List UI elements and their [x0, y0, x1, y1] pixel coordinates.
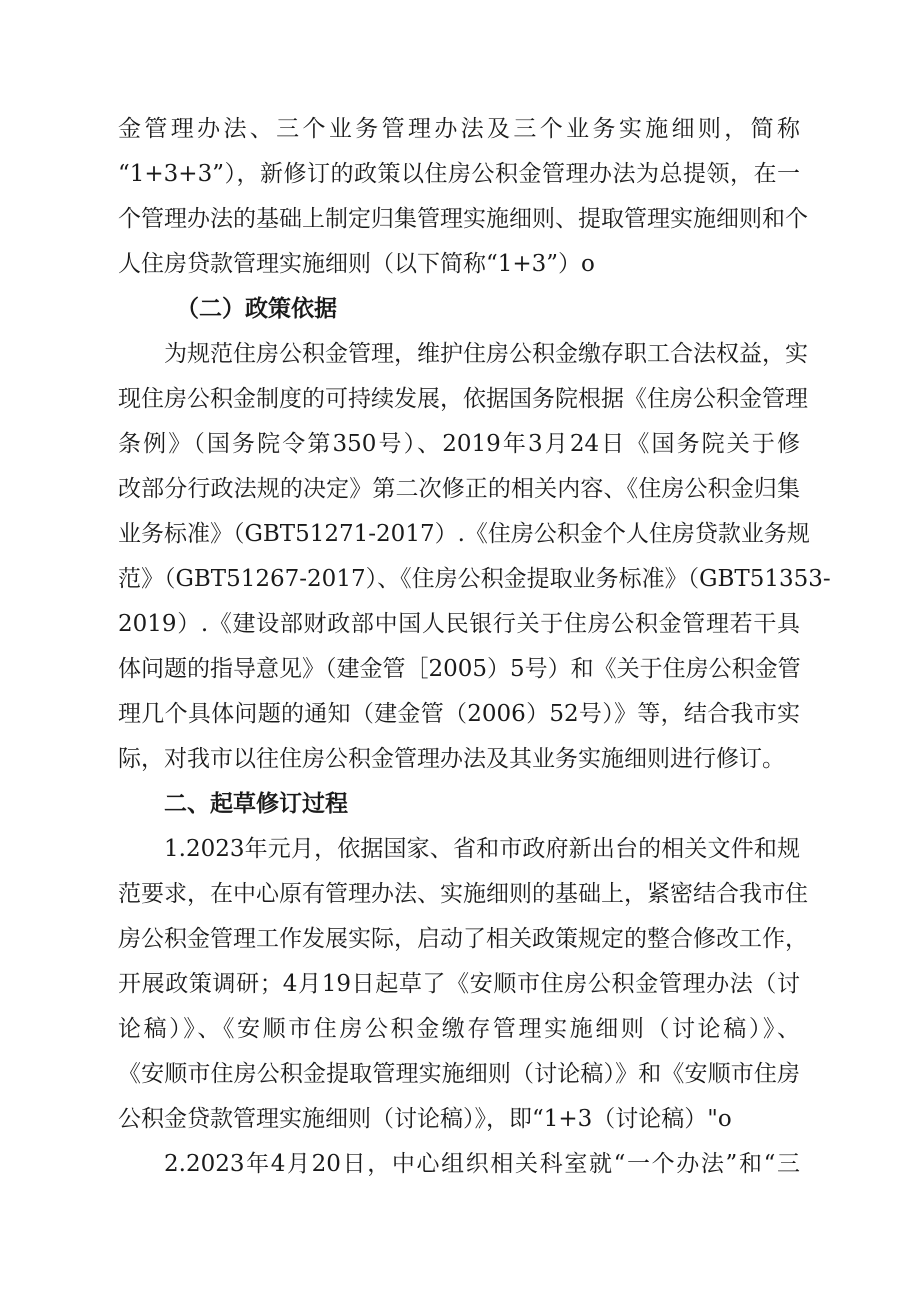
paragraph-line: 范》（GBT51267-2017）、《住房公积金提取业务标准》（GBT51353-: [118, 566, 831, 592]
paragraph-line: 体问题的指导意见》（建金管［2005）5号）和《关于住房公积金管: [118, 656, 801, 682]
paragraph-line: 理几个具体问题的通知（建金管（2006）52号）》等，结合我市实: [118, 701, 800, 727]
paragraph-line: 条例》（国务院令第350号）、2019年3月24日《国务院关于修: [118, 431, 800, 457]
paragraph-line: 际，对我市以往住房公积金管理办法及其业务实施细则进行修订。: [118, 746, 785, 772]
paragraph-line: 1.2023年元月，依据国家、省和市政府新出台的相关文件和规: [164, 836, 800, 862]
paragraph-line: 开展政策调研；4月19日起草了《安顺市住房公积金管理办法（讨: [118, 971, 800, 997]
paragraph-line: 论稿）》、《安顺市住房公积金缴存管理实施细则（讨论稿）》、: [118, 1016, 800, 1042]
section-heading: 二、起草修订过程: [164, 790, 348, 817]
paragraph-line: 人住房贷款管理实施细则（以下简称“1+3”）o: [118, 251, 595, 277]
section-subheading: （二）政策依据: [176, 295, 337, 322]
paragraph-line: 范要求，在中心原有管理办法、实施细则的基础上，紧密结合我市住: [118, 881, 808, 907]
paragraph-line: 个管理办法的基础上制定归集管理实施细则、提取管理实施细则和个: [118, 206, 808, 232]
paragraph-line: “1+3+3”），新修订的政策以住房公积金管理办法为总提领，在一: [118, 161, 800, 187]
paragraph-line: 为规范住房公积金管理，维护住房公积金缴存职工合法权益，实: [164, 341, 808, 367]
paragraph-line: 2019）.《建设部财政部中国人民银行关于住房公积金管理若干具: [118, 611, 800, 637]
paragraph-line: 改部分行政法规的决定》第二次修正的相关内容、《住房公积金归集: [118, 476, 800, 502]
paragraph-line: 房公积金管理工作发展实际，启动了相关政策规定的整合修改工作，: [118, 926, 808, 952]
paragraph-line: 金管理办法、三个业务管理办法及三个业务实施细则，简称: [118, 116, 800, 142]
paragraph-line: 业务标准》（GBT51271-2017）.《住房公积金个人住房贷款业务规: [118, 521, 810, 547]
paragraph-line: 《安顺市住房公积金提取管理实施细则（讨论稿）》和《安顺市住房: [118, 1061, 800, 1087]
paragraph-line: 2.2023年4月20日，中心组织相关科室就“一个办法”和“三: [164, 1151, 800, 1177]
paragraph-line: 公积金贷款管理实施细则（讨论稿）》，即“1+3（讨论稿）"o: [118, 1106, 732, 1132]
paragraph-line: 现住房公积金制度的可持续发展，依据国务院根据《住房公积金管理: [118, 386, 808, 412]
